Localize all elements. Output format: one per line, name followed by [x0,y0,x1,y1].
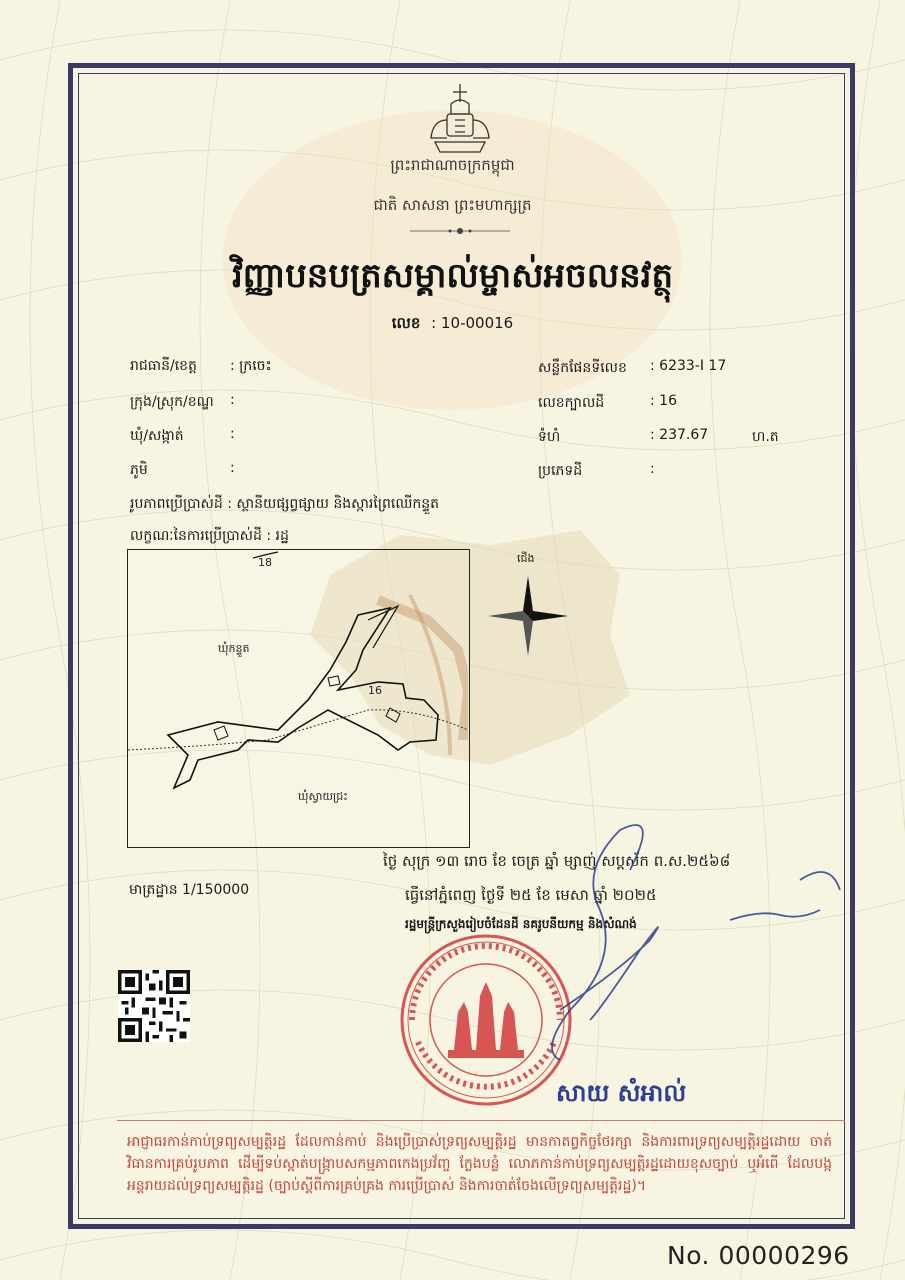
parcel-map [127,549,470,848]
field-area-unit: ហ.ត [752,429,779,445]
field-commune-value: : [230,426,235,442]
certificate-number [0,314,905,336]
field-district-value: : [230,392,235,408]
field-province-value: : ក្រចេះ [230,358,272,374]
issue-date: ធ្វើនៅភ្នំពេញ ថ្ងៃទី ២៥ ខែ មេសា ឆ្នាំ ២០២៥ [405,886,657,904]
field-province-label: រាជធានី/ខេត្ត [130,358,197,374]
land-use-line: រូបភាពប្រើប្រាស់ដី : ស្ថានីយផ្សព្វផ្សាយ និងស្ការព្រៃឈើកន្ទួត [130,496,440,512]
qr-code-icon [118,970,190,1042]
land-use-detail-line: លក្ខណៈនៃការប្រើប្រាស់ដី : រដ្ឋ [130,528,289,544]
field-parcel-label: លេខក្បាលដី [538,395,605,411]
field-village-label: ភូមិ [130,462,148,478]
field-commune-label: ឃុំ/សង្កាត់ [130,428,184,444]
map-label-commune-south: ឃុំស្វាយជ្រះ [298,790,349,803]
ornament-divider [410,226,510,236]
field-map-sheet-label: សន្លឹកផែនទីលេខ [538,360,627,376]
signature-scribble [500,810,860,1070]
north-label: ជើង [517,552,535,565]
motto-line: ជាតិ សាសនា ព្រះមហាក្សត្រ [373,196,532,214]
certificate-number-value: : 10-00016 [431,314,514,332]
footer-warning: អាជ្ញាធរកាន់កាប់ទ្រព្យសម្បត្តិរដ្ឋ ដែលកាន់កាប់ និងប្រើប្រាស់ទ្រព្យសម្បត្តិរដ្ឋ មានកាតព្វកិច្ចថែរក្សា និងការពារទ្រព្យសម្បត្តិរដ្ឋដោយ ចាត់វិធានការគ្រប់រូបភាព ដើម្បីទប់ស្កាត់បង្ក្រាបសកម្មភាពកេងប្រវ័ញ្ច ក្លែងបន្លំ លោភកាន់កាប់ទ្រព្យសម្បត្តិរដ្ឋដោយខុសច្បាប់ ឬអំពើ ដែលបង្កអន្តរាយដល់ទ្រព្យសម្បត្តិរដ្ឋ (ច្បាប់ស្តីពីការគ្រប់គ្រង ការប្រើប្រាស់ និងការចាត់ចែងលើទ្រព្យសម្បត្តិរដ្ឋ)។ [127,1134,832,1194]
map-scale: មាត្រដ្ឋាន 1/150000 [129,882,250,898]
field-parcel-value: : 16 [650,393,677,409]
ministry-line: រដ្ឋមន្ត្រីក្រសួងរៀបចំដែនដី នគរូបនីយកម្ម និងសំណង់ [405,917,637,931]
signatory-name: សាយ សំអាល់ [556,1079,687,1107]
field-area-value: : 237.67 [650,427,709,443]
field-map-sheet-value: : 6233-I 17 [650,358,727,374]
serial-number: No. 00000296 [667,1241,850,1270]
certificate-number-label: លេខ [391,314,421,332]
field-area-label: ទំហំ [538,429,561,445]
field-village-value: : [230,460,235,476]
map-label-commune-north: ឃុំកន្ទួត [218,642,250,655]
royal-emblem-icon [425,80,495,160]
field-land-type-value: : [650,461,655,477]
map-label-parcel: 16 [368,684,382,697]
document-title: វិញ្ញាបនបត្រសម្គាល់ម្ចាស់អចលនវត្ថុ [231,256,674,296]
kingdom-line: ព្រះរាជាណាចក្រកម្ពុជា [390,156,515,174]
lunar-date: ថ្ងៃ សុក្រ ១៣ រោច ខែ ចេត្រ ឆ្នាំ ម្សាញ់ សប្តស័ក ព.ស.២៥៦៨ [383,852,731,870]
field-district-label: ក្រុង/ស្រុក/ខណ្ឌ [130,394,214,410]
map-label-18: 18 [258,556,272,569]
compass-rose-icon [488,576,568,656]
field-land-type-label: ប្រភេទដី [538,463,583,479]
